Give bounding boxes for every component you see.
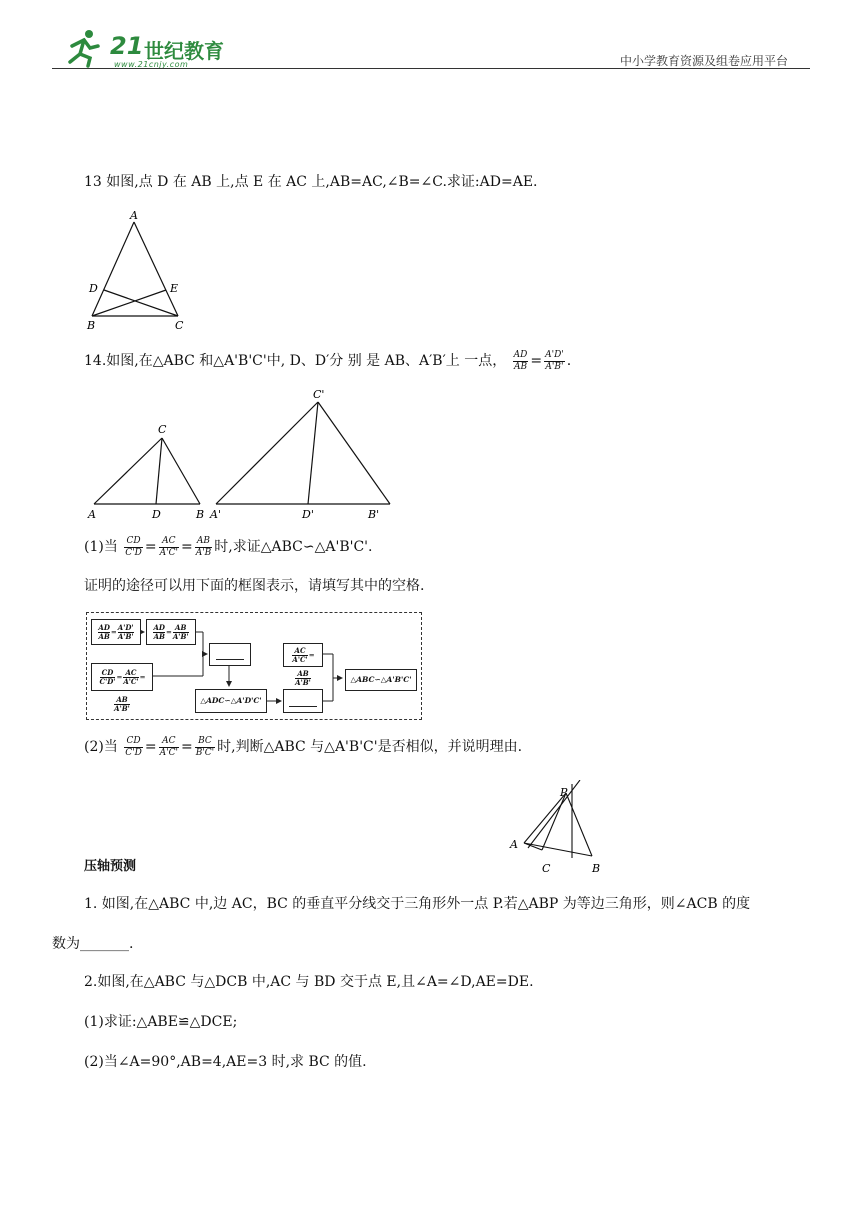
p1-line2: 数为_______. xyxy=(52,936,134,952)
p2-line2: (1)求证:△ABE≌△DCE; xyxy=(84,1014,238,1030)
q13-label-a: A xyxy=(130,209,138,222)
flow-box-ratio4: $\frac{AC}{A'C'}$ = $\frac{AB}{A'B'}$ xyxy=(283,643,323,667)
header-divider xyxy=(52,68,810,69)
logo xyxy=(62,28,232,72)
logo-number: 21 xyxy=(110,32,144,60)
p2-line3: (2)当∠A=90°,AB=4,AE=3 时,求 BC 的值. xyxy=(84,1054,367,1070)
logo-url: www.21cnjy.com xyxy=(114,60,189,69)
flow-box-final: △ABC∽△A'B'C' xyxy=(345,669,417,691)
p1-frac1: $\frac{CD}{C'D}$ xyxy=(125,535,142,558)
p2-frac1: $\frac{CD}{C'D}$ xyxy=(125,735,142,758)
fig-label-a: A xyxy=(510,838,518,851)
q14-main: 14.如图,在△ABC 和△A'B'C'中, D、D′分 别 是 AB、A′B′上 一点， xyxy=(84,353,507,369)
flow-box-ratio1: $\frac{AD}{AB}$ = $\frac{A'D'}{A'B'}$ xyxy=(91,619,141,645)
q14-triangles-figure xyxy=(84,388,394,523)
q13-label-e: E xyxy=(170,282,179,295)
q14-text: 14.如图,在△ABC 和△A'B'C'中, D、D′分 别 是 AB、A′B′上 一点， $\frac{AD}{AB}$ = $\frac{A'D'}{A'B'}$ . xyxy=(84,349,572,372)
logo-text: 世纪教育 xyxy=(144,39,224,63)
q14-label-d2: D' xyxy=(302,508,314,521)
q13-label-d: D xyxy=(89,282,98,295)
p2-line1: 2.如图,在△ABC 与△DCB 中,AC 与 BD 交于点 E,且∠A=∠D,AE=DE. xyxy=(84,974,534,990)
q14-part1: (1)当 $\frac{CD}{C'D}$ = $\frac{AC}{A'C'}$ = $\frac{AB}{A'B}$ 时,求证△ABC∽△A'B'C'. xyxy=(84,535,373,558)
flow-box-ratio2: $\frac{AD}{AB}$ = $\frac{AB}{A'B'}$ xyxy=(146,619,196,645)
q14-part2: (2)当 $\frac{CD}{C'D}$ = $\frac{AC}{A'C'}$ = $\frac{BC}{B'C'}$ 时,判断△ABC 与△A'B'C'是否相似，并说明理由. xyxy=(84,735,523,758)
q13-text: 13 如图,点 D 在 AB 上,点 E 在 AC 上,AB=AC,∠B=∠C.求证:AD=AE. xyxy=(84,174,538,190)
section-title: 压轴预测 xyxy=(84,859,137,874)
p2-frac3: $\frac{BC}{B'C'}$ xyxy=(195,735,215,758)
flow-blank-box-2[interactable] xyxy=(283,689,323,713)
p1-frac2: $\frac{AC}{A'C'}$ xyxy=(159,535,178,558)
p2-frac2: $\frac{AC}{A'C'}$ xyxy=(159,735,178,758)
fig-label-p: P xyxy=(560,786,568,799)
fig-label-b: B xyxy=(592,862,601,875)
flow-box-similar-adc: △ADC∽△A'D'C' xyxy=(195,689,267,713)
q14-frac1: $\frac{AD}{AB}$ xyxy=(513,349,528,372)
q14-frac2: $\frac{A'D'}{A'B'}$ xyxy=(545,349,564,372)
q13-triangle-figure xyxy=(82,208,192,333)
runner-icon xyxy=(62,28,102,68)
fig-label-c: C xyxy=(542,862,551,875)
q13-label-b: B xyxy=(87,319,96,332)
q14-label-b: B xyxy=(196,508,205,521)
flow-blank-box-1[interactable] xyxy=(209,643,251,666)
q14-label-c2: C' xyxy=(313,388,325,401)
q14-label-a: A xyxy=(88,508,96,521)
proof-flowchart xyxy=(86,612,422,720)
header-platform-text: 中小学教育资源及组卷应用平台 xyxy=(620,54,789,68)
flow-box-ratio3: $\frac{CD}{C'D'}$ = $\frac{AC}{A'C'}$ = $\frac{AB}{A'B'}$ xyxy=(91,663,153,691)
p1-frac3: $\frac{AB}{A'B}$ xyxy=(195,535,212,558)
perpendicular-bisector-figure xyxy=(506,780,606,880)
q14-label-b2: B' xyxy=(368,508,380,521)
q13-label-c: C xyxy=(175,319,184,332)
flow-intro: 证明的途径可以用下面的框图表示，请填写其中的空格. xyxy=(84,578,425,594)
q14-label-d: D xyxy=(152,508,161,521)
q14-label-a2: A' xyxy=(210,508,221,521)
q14-label-c: C xyxy=(158,423,167,436)
p1-line1: 1. 如图,在△ABC 中,边 AC，BC 的垂直平分线交于三角形外一点 P.若△ABP 为等边三角形，则∠ACB 的度 xyxy=(84,896,751,912)
